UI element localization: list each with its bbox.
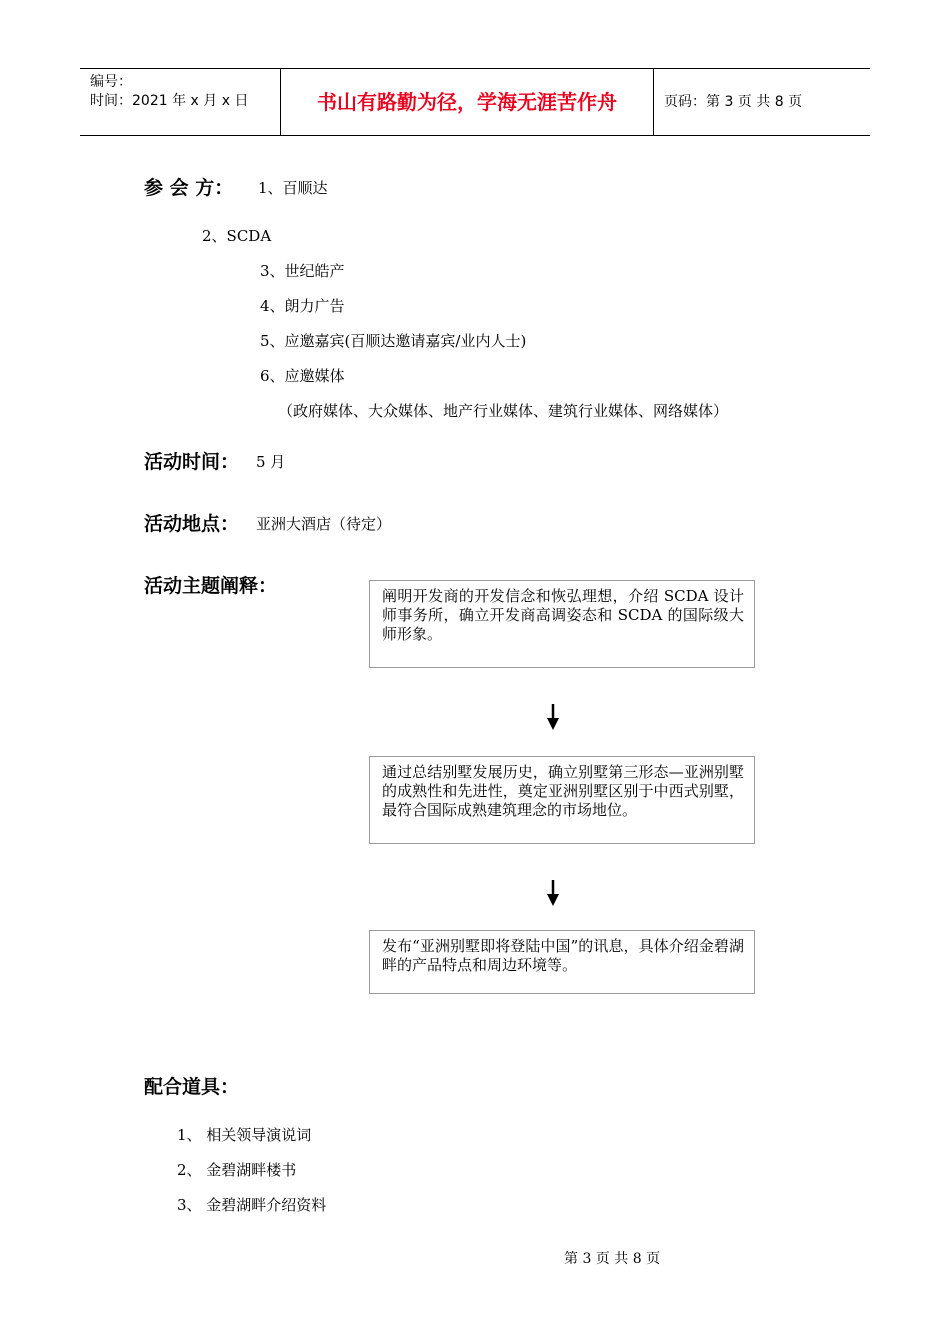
venue-value: 亚洲大酒店（待定） xyxy=(256,515,392,533)
theme-box-2: 通过总结别墅发展历史，确立别墅第三形态—亚洲别墅的成熟性和先进性，奠定亚洲别墅区别于中西式别墅，最符合国际成熟建筑理念的市场地位。 xyxy=(369,756,755,844)
participant-item-6: 6、应邀媒体 xyxy=(260,367,345,385)
media-note: （政府媒体、大众媒体、地产行业媒体、建筑行业媒体、网络媒体） xyxy=(278,402,729,420)
props-item-3: 3、 金碧湖畔介绍资料 xyxy=(177,1196,327,1214)
header-page-info: 页码：第 3 页 共 8 页 xyxy=(664,94,803,110)
participant-item-3: 3、世纪皓产 xyxy=(260,262,345,280)
participant-item-2: 2、SCDA xyxy=(202,227,272,245)
props-item-1: 1、 相关领导演说词 xyxy=(177,1126,312,1144)
participant-item-5: 5、应邀嘉宾(百顺达邀请嘉宾/业内人士) xyxy=(260,332,527,350)
participant-item-1: 1、百顺达 xyxy=(258,179,328,197)
arrow-down-icon xyxy=(546,704,560,730)
document-time: 时间：2021 年 x 月 x 日 xyxy=(90,93,249,109)
time-value: 5 月 xyxy=(256,453,286,471)
props-heading: 配合道具： xyxy=(144,1076,240,1098)
participant-item-4: 4、朗力广告 xyxy=(260,297,345,315)
header-meta xyxy=(80,69,281,135)
theme-box-1: 阐明开发商的开发信念和恢弘理想，介绍 SCDA 设计师事务所，确立开发商高调姿态和 SCDA 的国际级大师形象。 xyxy=(369,580,755,668)
time-heading: 活动时间： xyxy=(144,451,240,473)
page-footer: 第 3 页 共 8 页 xyxy=(564,1251,661,1267)
page-header xyxy=(80,68,870,136)
theme-heading: 活动主题阐释： xyxy=(144,575,278,597)
props-item-2: 2、 金碧湖畔楼书 xyxy=(177,1161,297,1179)
arrow-down-icon xyxy=(546,880,560,906)
participants-heading: 参 会 方： xyxy=(144,177,234,199)
header-motto: 书山有路勤为径，学海无涯苦作舟 xyxy=(281,69,654,135)
document-number-label: 编号： xyxy=(90,74,132,90)
theme-box-3: 发布“亚洲别墅即将登陆中国”的讯息，具体介绍金碧湖畔的产品特点和周边环境等。 xyxy=(369,930,755,994)
venue-heading: 活动地点： xyxy=(144,513,240,535)
